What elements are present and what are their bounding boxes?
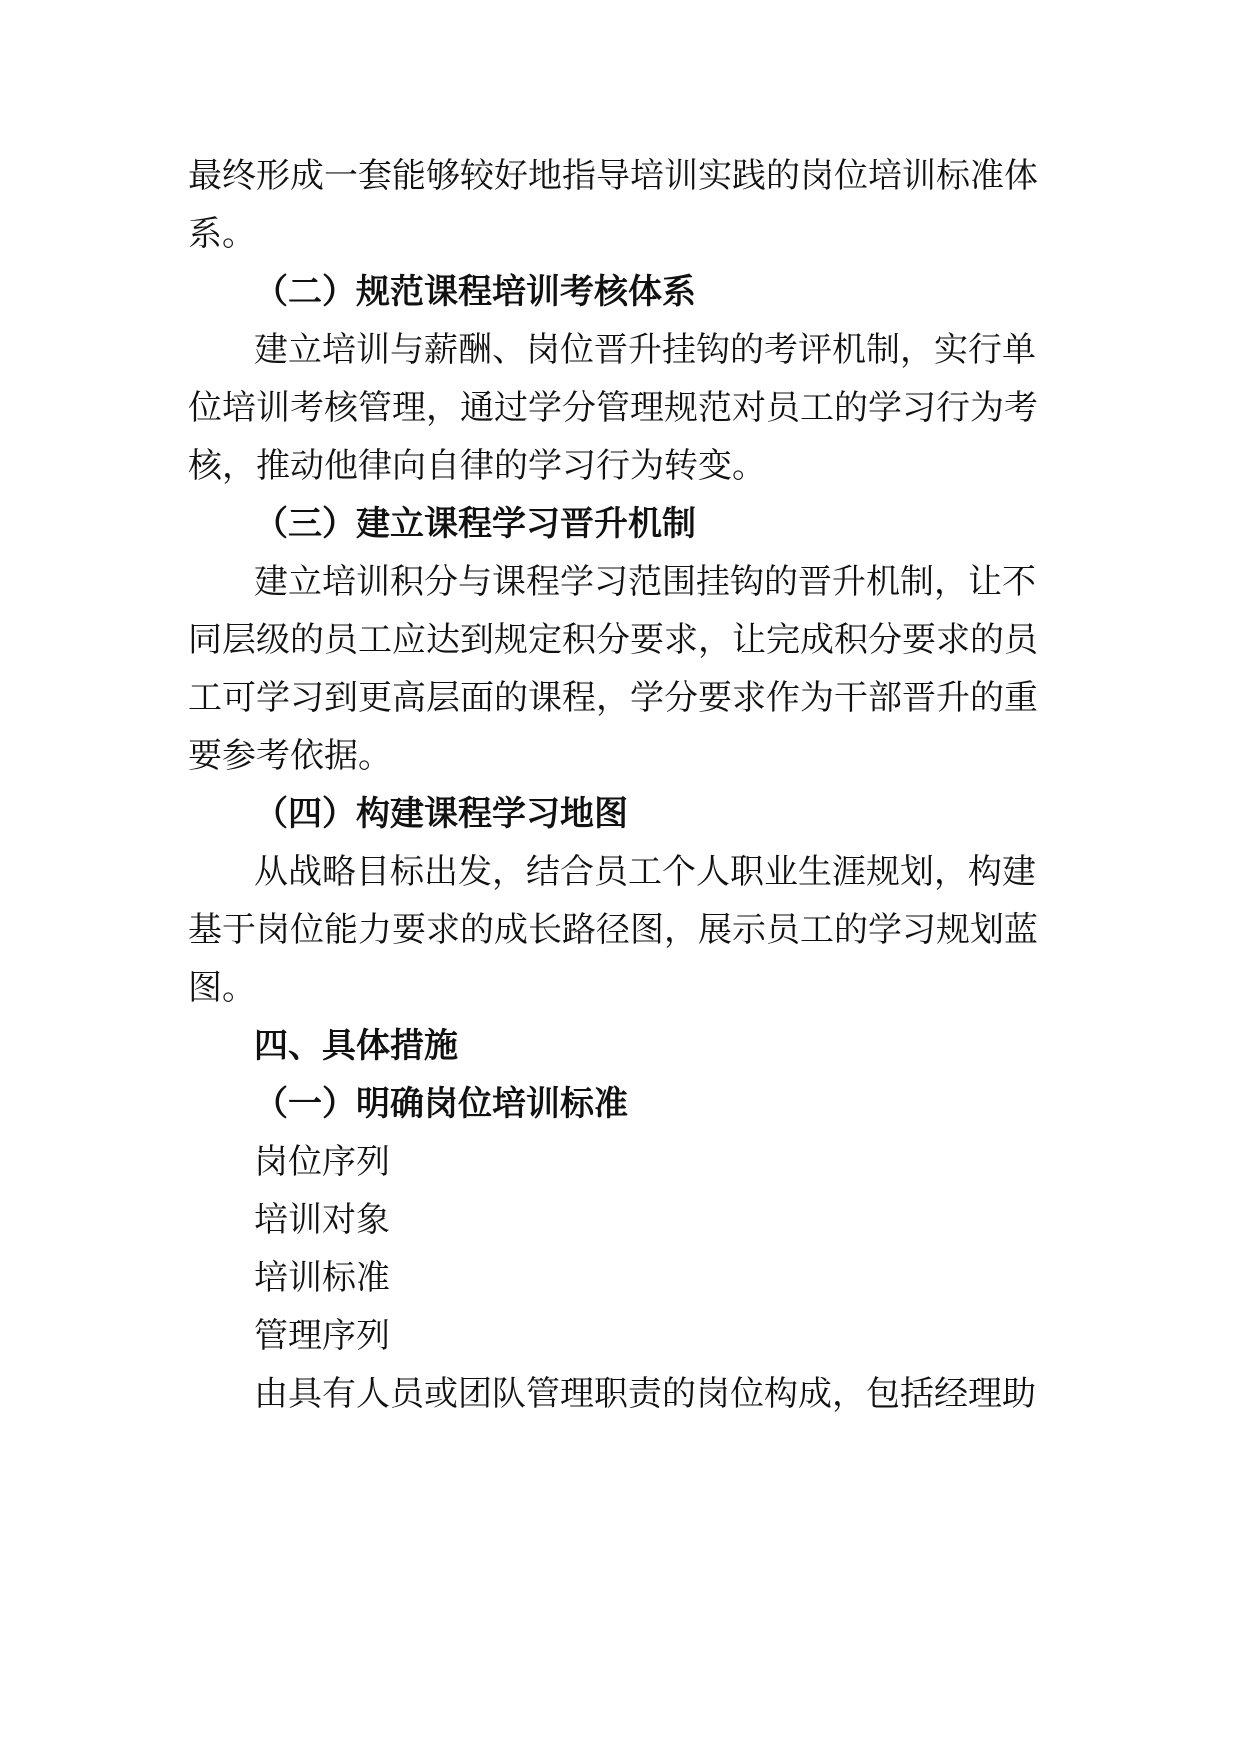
paragraph-line: 工可学习到更高层面的课程，学分要求作为干部晋升的重 [188, 678, 1038, 718]
paragraph-line: 最终形成一套能够较好地指导培训实践的岗位培训标准体 [188, 156, 1038, 196]
paragraph-line: 位培训考核管理，通过学分管理规范对员工的学习行为考 [188, 388, 1038, 428]
section-heading-2: （二）规范课程培训考核体系 [254, 272, 696, 312]
list-item: 管理序列 [254, 1316, 390, 1356]
paragraph-line: 图。 [188, 968, 256, 1008]
paragraph-line: 建立培训与薪酬、岗位晋升挂钩的考评机制，实行单 [254, 330, 1036, 370]
paragraph-line: 从战略目标出发，结合员工个人职业生涯规划，构建 [254, 852, 1036, 892]
list-item: 岗位序列 [254, 1142, 390, 1182]
paragraph-line: 同层级的员工应达到规定积分要求，让完成积分要求的员 [188, 620, 1038, 660]
list-item: 培训对象 [254, 1200, 390, 1240]
list-item: 培训标准 [254, 1258, 390, 1298]
paragraph-line: 要参考依据。 [188, 736, 392, 776]
paragraph-line: 系。 [188, 214, 256, 254]
paragraph-line: 基于岗位能力要求的成长路径图，展示员工的学习规划蓝 [188, 910, 1038, 950]
paragraph-line: 核，推动他律向自律的学习行为转变。 [188, 446, 766, 486]
section-heading-3: （三）建立课程学习晋升机制 [254, 504, 696, 544]
section-heading-4: （四）构建课程学习地图 [254, 794, 628, 834]
chapter-heading: 四、具体措施 [254, 1026, 458, 1066]
paragraph-line: 由具有人员或团队管理职责的岗位构成，包括经理助 [254, 1374, 1036, 1414]
section-heading-5: （一）明确岗位培训标准 [254, 1084, 628, 1124]
paragraph-line: 建立培训积分与课程学习范围挂钩的晋升机制，让不 [254, 562, 1036, 602]
